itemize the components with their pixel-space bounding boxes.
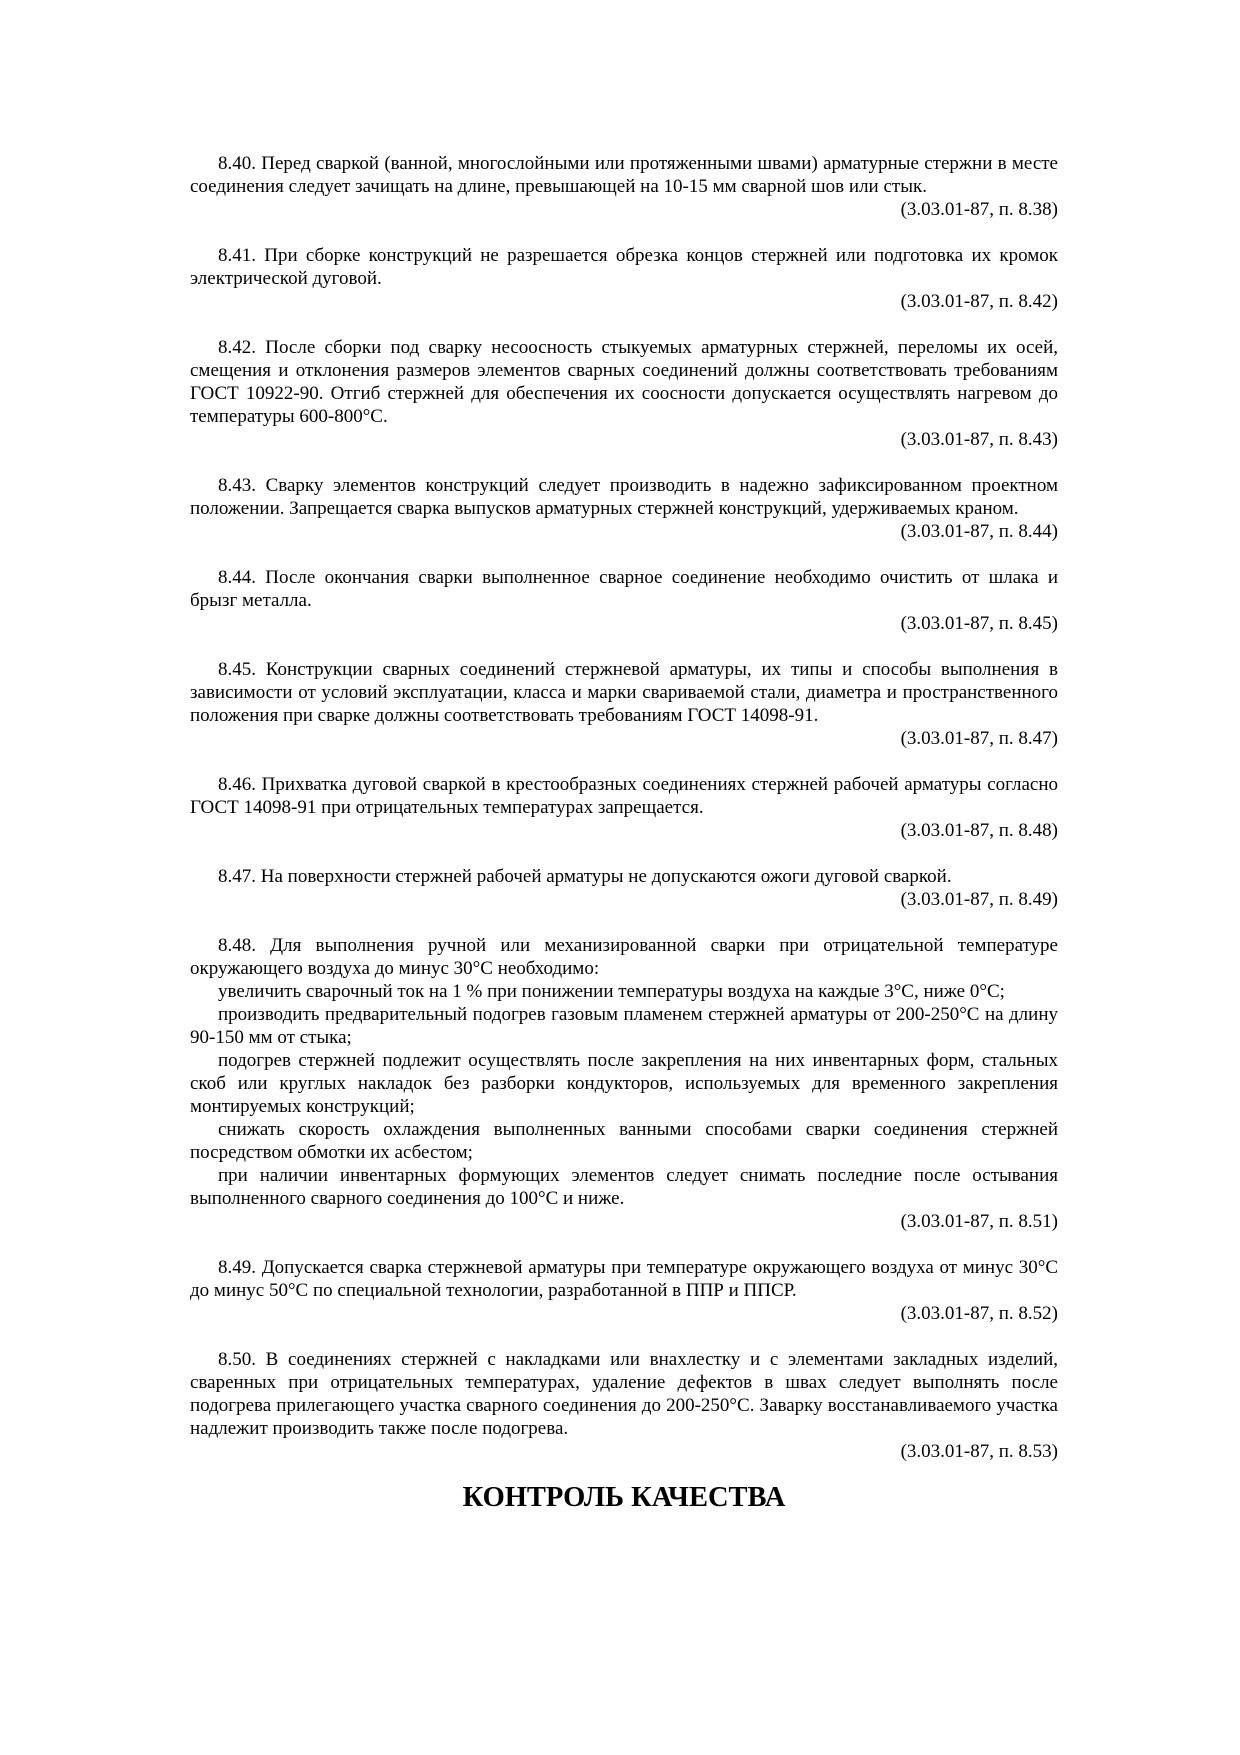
clause-8-40 [190, 152, 1058, 221]
clause-text: 8.49. Допускается сварка стержневой арматуры при температуре окружающего воздуха от минус 30°С до минус 50°С по специальной технологии, разработанной в ППР и ППСР. [190, 1257, 1058, 1301]
clause-8-44 [190, 566, 1058, 635]
clause-list-item: подогрев стержней подлежит осуществлять после закрепления на них инвентарных форм, стальных скоб или круглых накладок без разборки кондукторов, используемых для временного закрепления монтируемых конструкций; [190, 1050, 1058, 1117]
clause-text: 8.43. Сварку элементов конструкций следует производить в надежно зафиксированном проектном положении. Запрещается сварка выпусков арматурных стержней конструкций, удерживаемых краном. [190, 475, 1058, 519]
document-page [190, 152, 1058, 1513]
clause-list-item: снижать скорость охлаждения выполненных ванными способами сварки соединения стержней посредством обмотки их асбестом; [190, 1119, 1058, 1163]
clause-text: 8.41. При сборке конструкций не разрешается обрезка концов стержней или подготовка их кромок электрической дуговой. [190, 245, 1058, 289]
clause-list-item: при наличии инвентарных формующих элементов следует снимать последние после остывания выполненного сварного соединения до 100°С и ниже. [190, 1165, 1058, 1209]
clause-8-41 [190, 244, 1058, 313]
clause-text: 8.48. Для выполнения ручной или механизированной сварки при отрицательной температуре окружающего воздуха до минус 30°С необходимо: [190, 935, 1058, 979]
clause-8-42 [190, 336, 1058, 451]
clause-8-47 [190, 865, 1058, 911]
clause-8-48 [190, 934, 1058, 1233]
clause-list-item: производить предварительный подогрев газовым пламенем стержней арматуры от 200-250°С на длину 90-150 мм от стыка; [190, 1004, 1058, 1048]
clause-reference: (3.03.01-87, п. 8.42) [900, 291, 1058, 312]
clause-reference: (3.03.01-87, п. 8.44) [900, 521, 1058, 542]
clause-reference: (3.03.01-87, п. 8.45) [900, 613, 1058, 634]
clause-8-46 [190, 773, 1058, 842]
clause-list-item: увеличить сварочный ток на 1 % при понижении температуры воздуха на каждые 3°С, ниже 0°С; [218, 981, 1005, 1002]
clause-8-49 [190, 1256, 1058, 1325]
clause-reference: (3.03.01-87, п. 8.48) [900, 820, 1058, 841]
clause-reference: (3.03.01-87, п. 8.52) [900, 1303, 1058, 1324]
clause-reference: (3.03.01-87, п. 8.49) [900, 889, 1058, 910]
clause-text: 8.40. Перед сваркой (ванной, многослойными или протяженными швами) арматурные стержни в месте соединения следует зачищать на длине, превышающей на 10-15 мм сварной шов или стык. [190, 153, 1058, 197]
clause-text: 8.42. После сборки под сварку несоосность стыкуемых арматурных стержней, переломы их осей, смещения и отклонения размеров элементов сварных соединений должны соответствовать требованиям ГОСТ 10922-90. Отгиб стержней для обеспечения их соосности допускается осуществлять нагревом до температуры 600-800°С. [190, 337, 1058, 427]
clause-reference: (3.03.01-87, п. 8.53) [900, 1441, 1058, 1462]
clause-text: 8.46. Прихватка дуговой сваркой в крестообразных соединениях стержней рабочей арматуры согласно ГОСТ 14098-91 при отрицательных температурах запрещается. [190, 774, 1058, 818]
clause-reference: (3.03.01-87, п. 8.47) [900, 728, 1058, 749]
clause-text: 8.45. Конструкции сварных соединений стержневой арматуры, их типы и способы выполнения в зависимости от условий эксплуатации, класса и марки свариваемой стали, диаметра и пространственного положения при сварке должны соответствовать требованиям ГОСТ 14098-91. [190, 659, 1058, 726]
clause-reference: (3.03.01-87, п. 8.51) [900, 1211, 1058, 1232]
clause-8-43 [190, 474, 1058, 543]
clause-reference: (3.03.01-87, п. 8.38) [900, 199, 1058, 220]
clause-text: 8.47. На поверхности стержней рабочей арматуры не допускаются ожоги дуговой сваркой. [218, 866, 952, 887]
section-heading: КОНТРОЛЬ КАЧЕСТВА [462, 1482, 786, 1513]
clause-8-50 [190, 1348, 1058, 1463]
clause-text: 8.50. В соединениях стержней с накладками или внахлестку и с элементами закладных изделий, сваренных при отрицательных температурах, удаление дефектов в швах следует выполнять после подогрева прилегающего участка сварного соединения до 200-250°С. Заварку восстанавливаемого участка надлежит производить также после подогрева. [190, 1349, 1058, 1439]
clause-8-45 [190, 658, 1058, 750]
clause-reference: (3.03.01-87, п. 8.43) [900, 429, 1058, 450]
clause-text: 8.44. После окончания сварки выполненное сварное соединение необходимо очистить от шлака и брызг металла. [190, 567, 1058, 611]
